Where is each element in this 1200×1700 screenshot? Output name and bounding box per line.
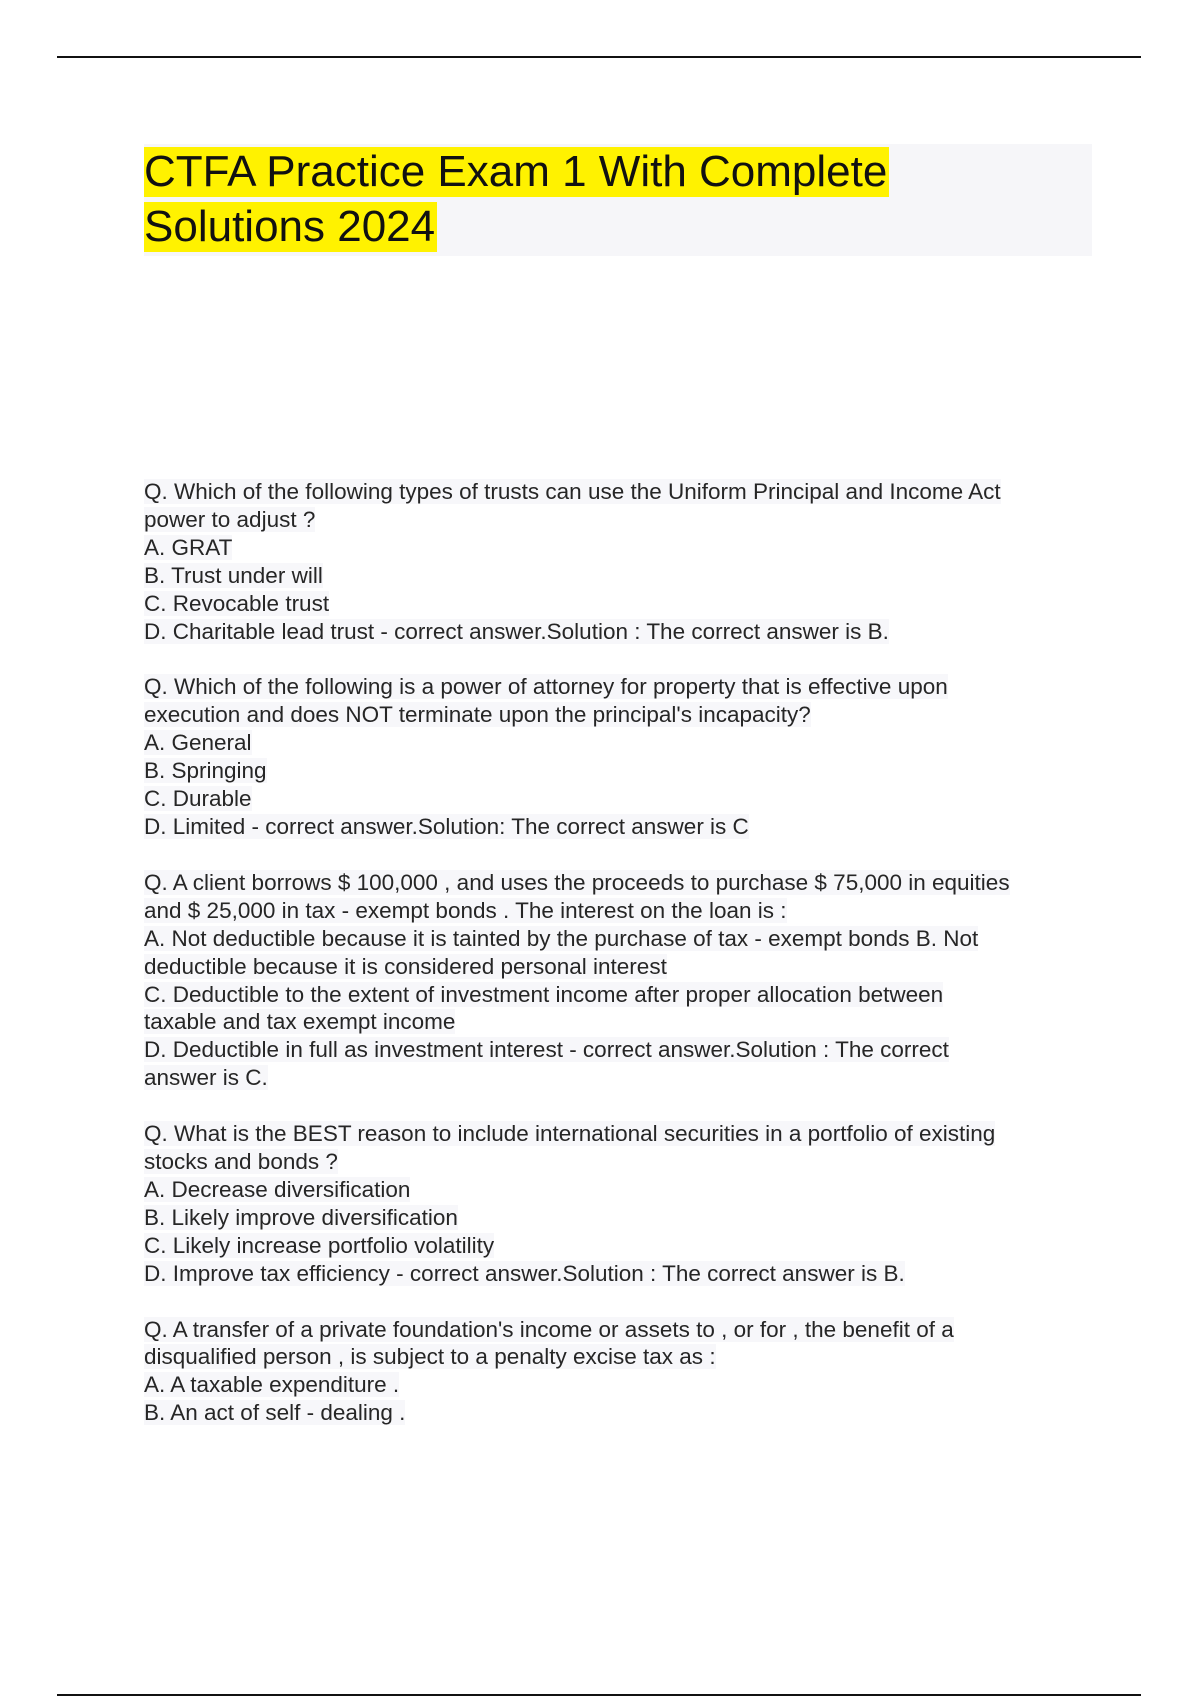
option-text: answer is C. [144, 1065, 268, 1091]
question-5 [144, 1316, 1084, 1428]
option-d-with-answer [144, 1036, 1084, 1064]
question-text-line: stocks and bonds ? [144, 1149, 338, 1175]
title-line-2: Solutions 2024 [144, 202, 436, 251]
question-text [144, 673, 1084, 701]
option-c [144, 590, 1084, 618]
option-a [144, 1176, 1084, 1204]
option-c [144, 785, 1084, 813]
option-d-with-answer [144, 813, 1084, 841]
option-text: A. A taxable expenditure . [144, 1372, 400, 1398]
option-text: C. Deductible to the extent of investment income after proper allocation between [144, 981, 944, 1007]
option-b [144, 1399, 1084, 1427]
option-text: B. Springing [144, 758, 267, 784]
option-text: deductible because it is considered personal interest [144, 953, 667, 979]
question-text-line: Q. What is the BEST reason to include international securities in a portfolio of existing [144, 1121, 996, 1147]
option-b [144, 562, 1084, 590]
option-text: A. GRAT [144, 534, 233, 560]
option-text: D. Improve tax efficiency - correct answer.Solution : The correct answer is B. [144, 1260, 905, 1286]
option-a [144, 534, 1084, 562]
option-c [144, 1232, 1084, 1260]
bottom-rule [57, 1694, 1141, 1696]
option-text: C. Durable [144, 786, 252, 812]
question-text-line: power to adjust ? [144, 506, 316, 532]
option-b [144, 1204, 1084, 1232]
option-text: D. Deductible in full as investment interest - correct answer.Solution : The correct [144, 1037, 949, 1063]
option-text: A. Not deductible because it is tainted by the purchase of tax - exempt bonds B. Not [144, 925, 979, 951]
option-text: A. General [144, 730, 252, 756]
option-b [144, 757, 1084, 785]
question-text-line: Q. Which of the following types of trusts can use the Uniform Principal and Income Act [144, 479, 1001, 504]
question-text-line: disqualified person , is subject to a penalty excise tax as : [144, 1344, 716, 1370]
question-text [144, 869, 1084, 897]
question-text [144, 1316, 1084, 1344]
question-1 [144, 478, 1084, 645]
question-text-line: Q. A transfer of a private foundation's income or assets to , or for , the benefit of a [144, 1316, 954, 1342]
question-text-line: execution and does NOT terminate upon the principal's incapacity? [144, 702, 811, 728]
top-rule [57, 56, 1141, 58]
option-text: C. Revocable trust [144, 590, 330, 616]
question-text [144, 1120, 1084, 1148]
question-3 [144, 869, 1084, 1092]
question-text-line: Q. Which of the following is a power of attorney for property that is effective upon [144, 674, 948, 700]
option-text: B. Trust under will [144, 562, 323, 588]
option-text: D. Limited - correct answer.Solution: The correct answer is C [144, 813, 749, 839]
option-c-cont [144, 1008, 1084, 1036]
title-line-1: CTFA Practice Exam 1 With Complete [144, 147, 888, 196]
option-text: B. An act of self - dealing . [144, 1400, 406, 1426]
option-text: D. Charitable lead trust - correct answer.Solution : The correct answer is B. [144, 618, 889, 644]
question-text-line: Q. A client borrows $ 100,000 , and uses the proceeds to purchase $ 75,000 in equities [144, 869, 1010, 895]
question-text-cont [144, 701, 1084, 729]
option-a [144, 925, 1084, 953]
option-text: B. Likely improve diversification [144, 1204, 458, 1230]
option-a [144, 729, 1084, 757]
option-a [144, 1371, 1084, 1399]
question-4 [144, 1120, 1084, 1287]
question-text-cont [144, 1148, 1084, 1176]
option-b-cont [144, 953, 1084, 981]
option-text: taxable and tax exempt income [144, 1009, 456, 1035]
option-d-with-answer [144, 618, 1084, 646]
option-text: A. Decrease diversification [144, 1176, 411, 1202]
question-list [144, 478, 1084, 1455]
question-2 [144, 673, 1084, 840]
option-d-with-answer [144, 1260, 1084, 1288]
option-c [144, 981, 1084, 1009]
document-title [144, 144, 1092, 254]
question-text [144, 478, 1084, 506]
answer-cont [144, 1064, 1084, 1092]
question-text-cont [144, 897, 1084, 925]
question-text-cont [144, 506, 1084, 534]
title-block [144, 144, 1092, 256]
question-text-line: and $ 25,000 in tax - exempt bonds . The interest on the loan is : [144, 897, 787, 923]
option-text: C. Likely increase portfolio volatility [144, 1232, 495, 1258]
question-text-cont [144, 1343, 1084, 1371]
